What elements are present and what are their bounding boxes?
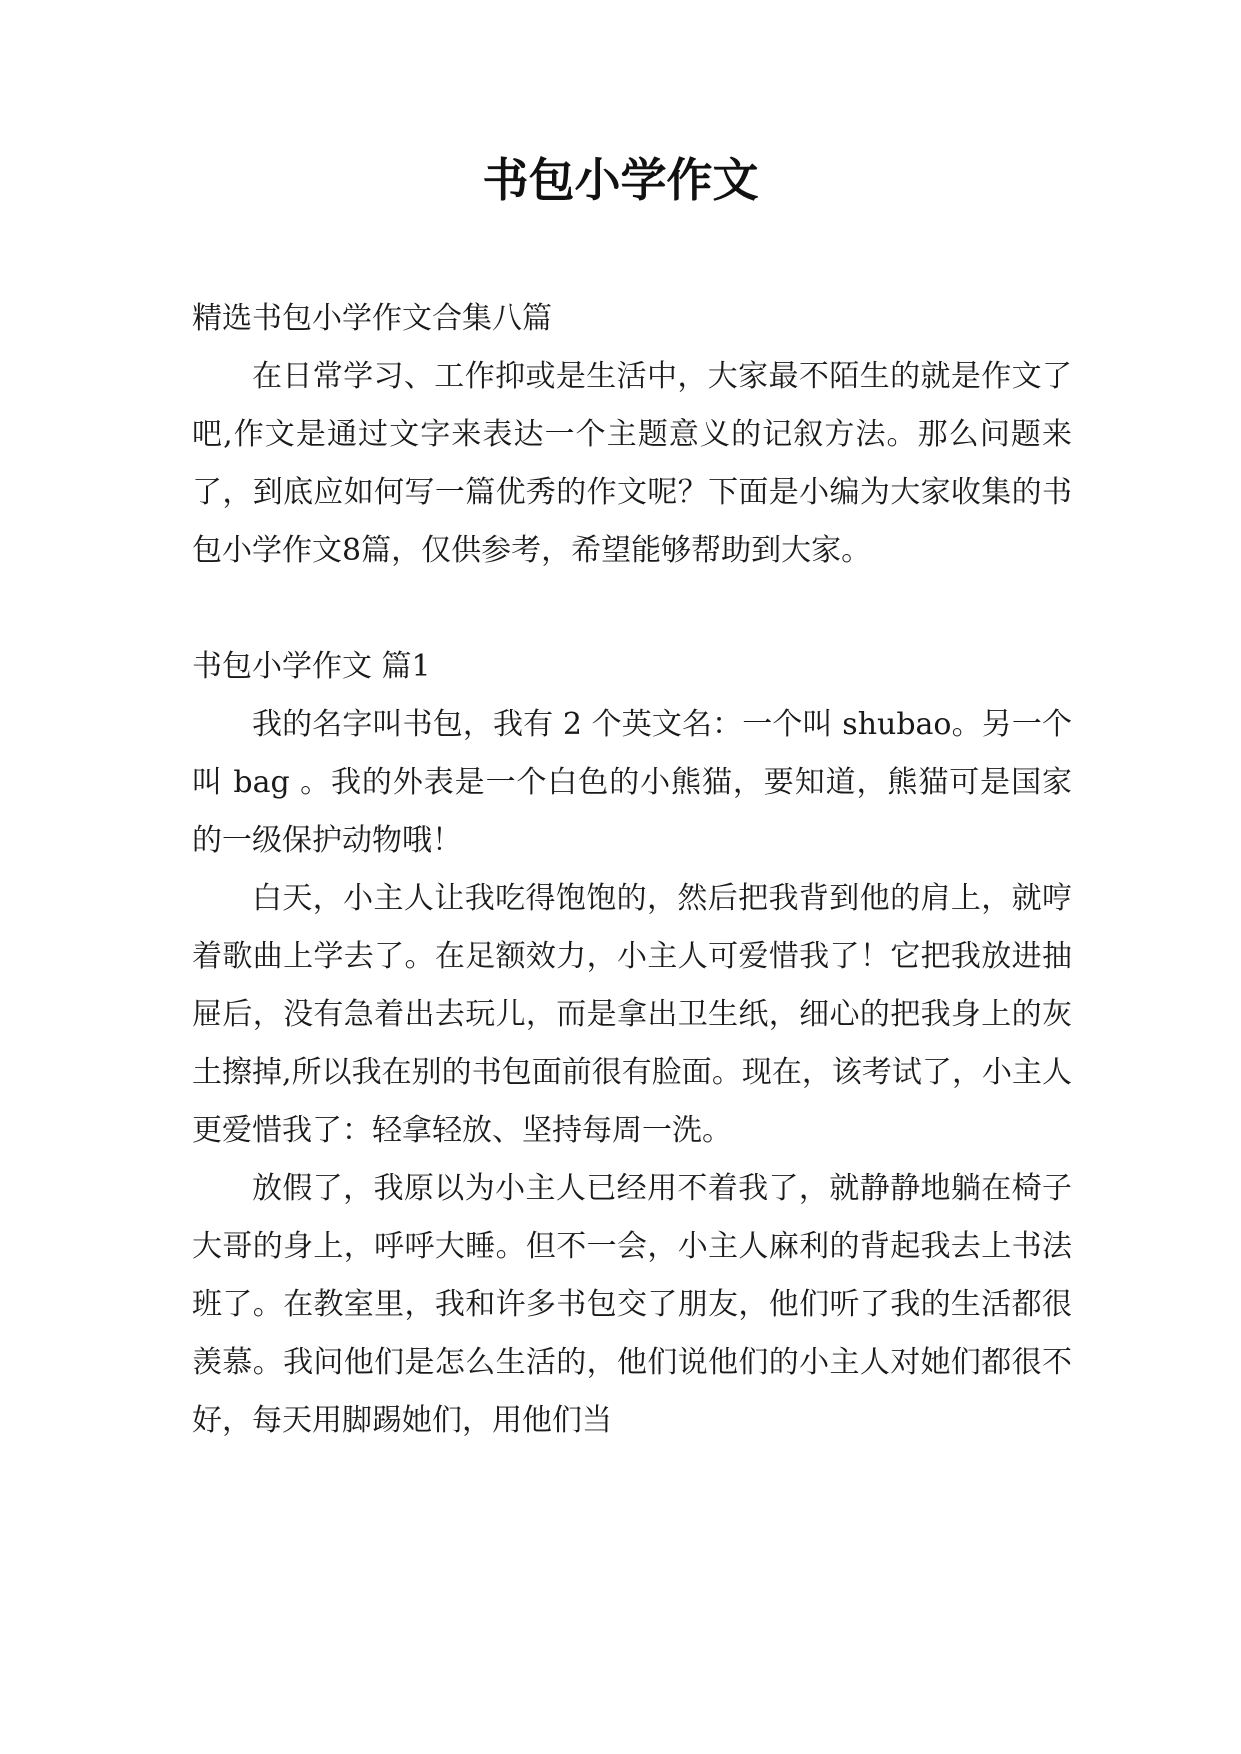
intro-heading: 精选书包小学作文合集八篇: [192, 301, 552, 336]
body-paragraph: 放假了，我原以为小主人已经用不着我了，就静静地躺在椅子大哥的身上，呼呼大睡。但不一会，小主人麻利的背起我去上书法班了。在教室里，我和许多书包交了朋友，他们听了我的生活都很羡慕。我问他们是怎么生活的，他们说他们的小主人对她们都很不好，每天用脚踢她们，用他们当: [192, 1171, 1072, 1438]
document-title: 书包小学作文: [482, 153, 759, 207]
document-body: [192, 290, 1072, 1450]
body-paragraph: 白天，小主人让我吃得饱饱的，然后把我背到他的肩上，就哼着歌曲上学去了。在足额效力，小主人可爱惜我了！它把我放进抽屉后，没有急着出去玩儿，而是拿出卫生纸，细心的把我身上的灰土擦掉,所以我在别的书包面前很有脸面。现在，该考试了，小主人更爱惜我了：轻拿轻放、坚持每周一洗。: [192, 881, 1072, 1148]
section-spacer: [192, 580, 1072, 638]
section-heading: 书包小学作文 篇1: [192, 649, 431, 684]
body-paragraph: 我的名字叫书包，我有 2 个英文名：一个叫 shubao。另一个叫 bag 。我的外表是一个白色的小熊猫，要知道，熊猫可是国家的一级保护动物哦！: [192, 707, 1072, 858]
intro-paragraph: 在日常学习、工作抑或是生活中，大家最不陌生的就是作文了吧,作文是通过文字来表达一个主题意义的记叙方法。那么问题来了，到底应如何写一篇优秀的作文呢？下面是小编为大家收集的书包小学作文8篇，仅供参考，希望能够帮助到大家。: [192, 359, 1072, 568]
